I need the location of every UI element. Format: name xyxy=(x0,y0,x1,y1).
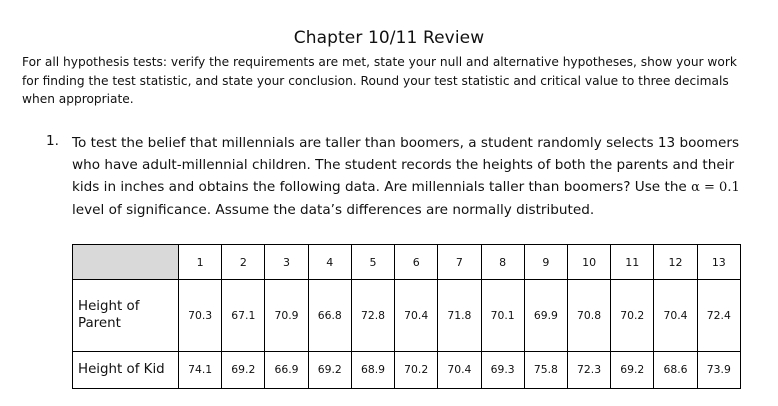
table-cell: 68.9 xyxy=(351,351,394,388)
table-cell: 69.2 xyxy=(308,351,351,388)
table-cell: 69.9 xyxy=(524,280,567,352)
question-text-before: To test the belief that millennials are taller than boomers, a student randomly selects 13 boomers who have adult-millennial children. The student records the heights of both the parents and their kids in inches and obtains the following data. Are millennials taller than boomers? Use the xyxy=(72,135,740,195)
table-header-row xyxy=(73,245,741,280)
alpha-expression: α = 0.1 xyxy=(691,180,740,195)
column-header: 13 xyxy=(697,245,740,280)
question-text xyxy=(72,132,752,221)
instructions: For all hypothesis tests: verify the requirements are met, state your null and alternative hypotheses, show your work for finding the test statistic, and state your conclusion. Round your test statistic and critical value to three decimals when appropriate. xyxy=(22,55,737,106)
column-header: 12 xyxy=(654,245,697,280)
table-cell: 69.2 xyxy=(222,351,265,388)
height-data-table xyxy=(72,244,741,389)
table-cell: 67.1 xyxy=(222,280,265,352)
table-cell: 66.8 xyxy=(308,280,351,352)
table-cell: 68.6 xyxy=(654,351,697,388)
table-cell: 70.9 xyxy=(265,280,308,352)
table-cell: 72.3 xyxy=(567,351,610,388)
table-cell: 72.4 xyxy=(697,280,740,352)
table-cell: 70.4 xyxy=(438,351,481,388)
column-header: 4 xyxy=(308,245,351,280)
page-title: Chapter 10/11 Review xyxy=(293,28,485,48)
table-cell: 74.1 xyxy=(179,351,222,388)
table-corner-cell xyxy=(73,245,179,280)
column-header: 11 xyxy=(611,245,654,280)
table-cell: 71.8 xyxy=(438,280,481,352)
table-cell: 69.3 xyxy=(481,351,524,388)
table-cell: 75.8 xyxy=(524,351,567,388)
row-label: Height of Parent xyxy=(73,280,179,352)
column-header: 8 xyxy=(481,245,524,280)
table-row-kid xyxy=(73,351,741,388)
column-header: 1 xyxy=(179,245,222,280)
table-cell: 72.8 xyxy=(351,280,394,352)
table-cell: 66.9 xyxy=(265,351,308,388)
column-header: 10 xyxy=(567,245,610,280)
question-number: 1. xyxy=(46,133,59,149)
table-cell: 70.2 xyxy=(611,280,654,352)
column-header: 7 xyxy=(438,245,481,280)
table-row-parent xyxy=(73,280,741,352)
table-cell: 70.8 xyxy=(567,280,610,352)
table-cell: 73.9 xyxy=(697,351,740,388)
column-header: 5 xyxy=(351,245,394,280)
table-cell: 70.3 xyxy=(179,280,222,352)
table-cell: 70.4 xyxy=(395,280,438,352)
table-cell: 70.1 xyxy=(481,280,524,352)
column-header: 2 xyxy=(222,245,265,280)
table-cell: 70.4 xyxy=(654,280,697,352)
column-header: 3 xyxy=(265,245,308,280)
column-header: 6 xyxy=(395,245,438,280)
row-label: Height of Kid xyxy=(73,351,179,388)
table-cell: 70.2 xyxy=(395,351,438,388)
column-header: 9 xyxy=(524,245,567,280)
table-cell: 69.2 xyxy=(611,351,654,388)
question-text-after: level of significance. Assume the data’s differences are normally distributed. xyxy=(72,202,595,218)
